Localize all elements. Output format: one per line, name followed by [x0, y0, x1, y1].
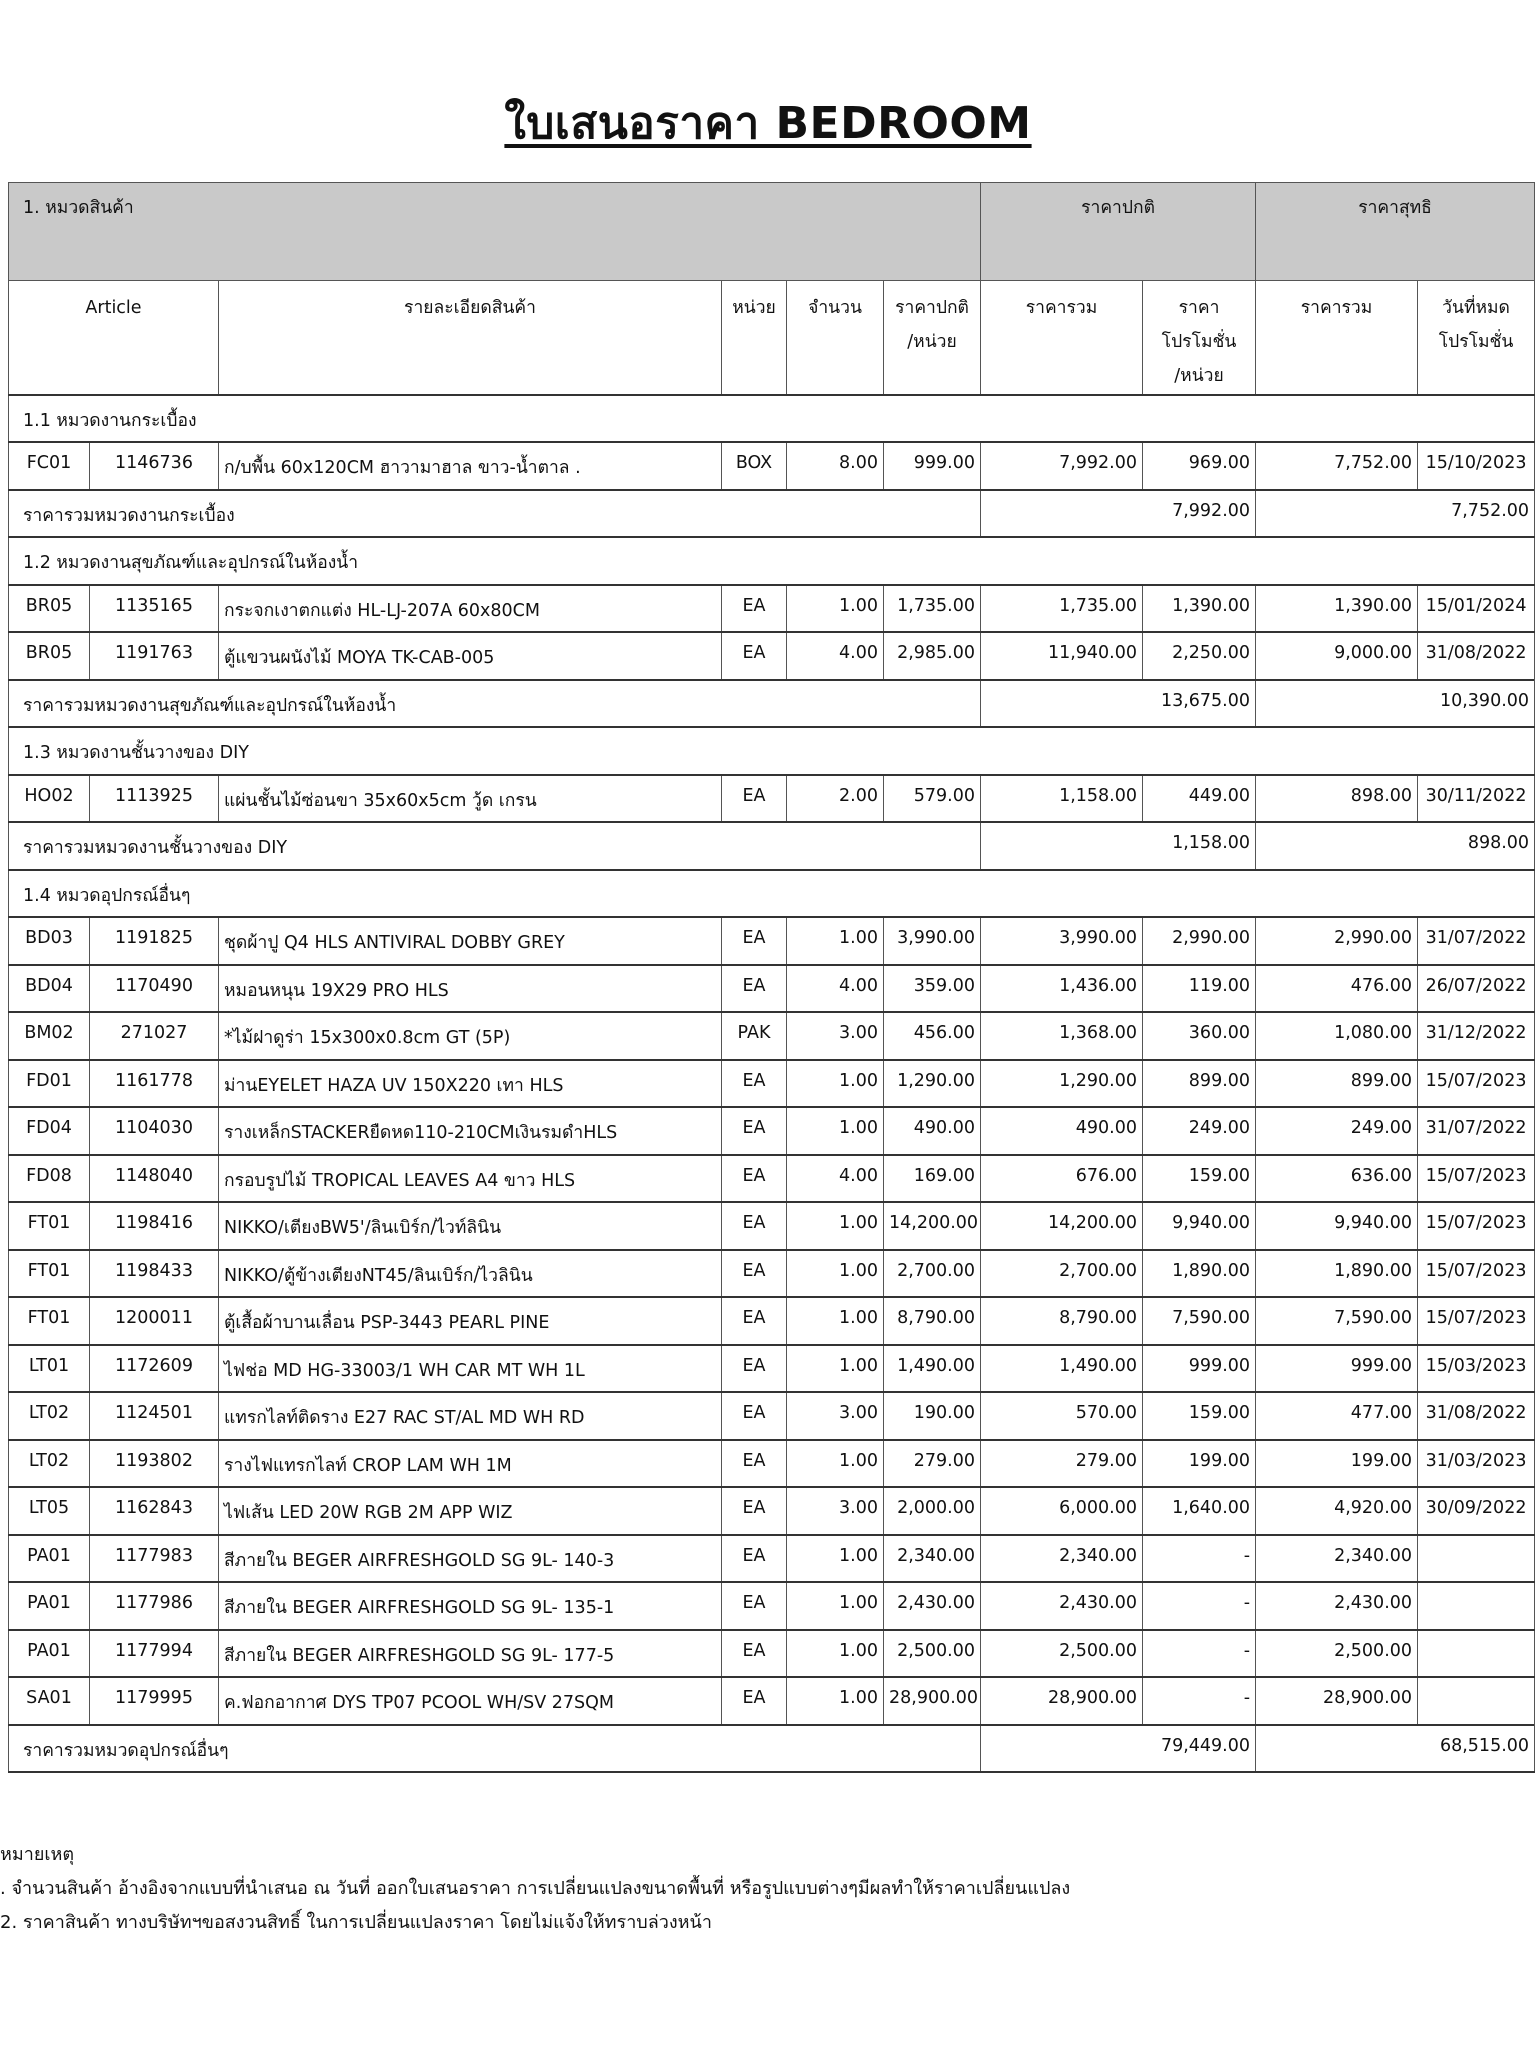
quotation-body [9, 183, 1535, 1773]
item-article: 1162843 [90, 1487, 219, 1535]
item-net-total: 899.00 [1256, 1060, 1418, 1108]
item-code: FT01 [9, 1297, 90, 1345]
header-group-row [9, 183, 1535, 281]
item-promo-price: - [1143, 1535, 1256, 1583]
subtotal-row [9, 822, 1535, 870]
item-net-total: 7,590.00 [1256, 1297, 1418, 1345]
item-unit-price: 456.00 [884, 1012, 981, 1060]
item-code: FD08 [9, 1155, 90, 1203]
item-qty: 1.00 [787, 1440, 884, 1488]
col-promo-price [1143, 281, 1256, 395]
item-promo-price: 1,640.00 [1143, 1487, 1256, 1535]
col-expiry-l2: โปรโมชั่น [1438, 332, 1514, 352]
item-description: ม่านEYELET HAZA UV 150X220 เทา HLS [219, 1060, 722, 1108]
normal-price-group-header: ราคาปกติ [981, 183, 1256, 281]
item-unit: EA [722, 1630, 787, 1678]
subtotal-net: 10,390.00 [1256, 680, 1535, 728]
item-total: 28,900.00 [981, 1677, 1143, 1725]
subtotal-row [9, 1725, 1535, 1773]
item-total: 1,290.00 [981, 1060, 1143, 1108]
item-net-total: 199.00 [1256, 1440, 1418, 1488]
item-code: FD01 [9, 1060, 90, 1108]
item-promo-price: - [1143, 1677, 1256, 1725]
item-net-total: 999.00 [1256, 1345, 1418, 1393]
col-article: Article [9, 281, 219, 395]
section-title: 1.1 หมวดงานกระเบื้อง [9, 395, 1535, 443]
item-article: 1177986 [90, 1582, 219, 1630]
item-net-total: 249.00 [1256, 1107, 1418, 1155]
item-description: ค.ฟอกอากาศ DYS TP07 PCOOL WH/SV 27SQM [219, 1677, 722, 1725]
item-qty: 4.00 [787, 965, 884, 1013]
item-code: FT01 [9, 1250, 90, 1298]
item-total: 2,500.00 [981, 1630, 1143, 1678]
note-line-2: 2. ราคาสินค้า ทางบริษัทฯขอสงวนสิทธิ์ ในการเปลี่ยนแปลงราคา โดยไม่แจ้งให้ทราบล่วงหน้า [0, 1912, 712, 1933]
item-unit-price: 999.00 [884, 442, 981, 490]
col-total: ราคารวม [981, 281, 1143, 395]
item-description: NIKKO/เตียงBW5'/ลินเบิร์ก/ไวท์ลินิน [219, 1202, 722, 1250]
item-qty: 1.00 [787, 585, 884, 633]
item-description: ไฟเส้น LED 20W RGB 2M APP WIZ [219, 1487, 722, 1535]
notes-heading: หมายเหตุ [0, 1844, 75, 1865]
item-article: 1113925 [90, 775, 219, 823]
item-net-total: 636.00 [1256, 1155, 1418, 1203]
item-code: FD04 [9, 1107, 90, 1155]
table-row [9, 1440, 1535, 1488]
col-net-total: ราคารวม [1256, 281, 1418, 395]
item-code: LT02 [9, 1392, 90, 1440]
item-promo-expiry: 30/09/2022 [1418, 1487, 1535, 1535]
quotation-table [8, 182, 1535, 1773]
item-qty: 4.00 [787, 1155, 884, 1203]
item-promo-expiry: 31/08/2022 [1418, 1392, 1535, 1440]
item-code: BM02 [9, 1012, 90, 1060]
subtotal-net: 7,752.00 [1256, 490, 1535, 538]
item-unit-price: 2,000.00 [884, 1487, 981, 1535]
item-qty: 3.00 [787, 1392, 884, 1440]
item-qty: 1.00 [787, 1107, 884, 1155]
table-row [9, 1107, 1535, 1155]
item-qty: 4.00 [787, 632, 884, 680]
subtotal-net: 898.00 [1256, 822, 1535, 870]
item-promo-price: 249.00 [1143, 1107, 1256, 1155]
item-total: 8,790.00 [981, 1297, 1143, 1345]
item-code: HO02 [9, 775, 90, 823]
col-qty: จำนวน [787, 281, 884, 395]
item-code: BD04 [9, 965, 90, 1013]
section-header-row [9, 395, 1535, 443]
item-promo-expiry: 26/07/2022 [1418, 965, 1535, 1013]
item-qty: 1.00 [787, 917, 884, 965]
item-code: PA01 [9, 1630, 90, 1678]
item-unit: EA [722, 775, 787, 823]
item-article: 1135165 [90, 585, 219, 633]
item-qty: 1.00 [787, 1630, 884, 1678]
item-promo-expiry: 31/03/2023 [1418, 1440, 1535, 1488]
item-promo-price: 2,990.00 [1143, 917, 1256, 965]
item-article: 1146736 [90, 442, 219, 490]
item-promo-price: 159.00 [1143, 1155, 1256, 1203]
item-unit-price: 169.00 [884, 1155, 981, 1203]
item-qty: 2.00 [787, 775, 884, 823]
table-row [9, 1250, 1535, 1298]
item-description: รางไฟแทรกไลท์ CROP LAM WH 1M [219, 1440, 722, 1488]
item-promo-expiry: 30/11/2022 [1418, 775, 1535, 823]
page-title: ใบเสนอราคา BEDROOM [504, 98, 1032, 149]
col-description: รายละเอียดสินค้า [219, 281, 722, 395]
item-total: 2,700.00 [981, 1250, 1143, 1298]
item-promo-price: 119.00 [1143, 965, 1256, 1013]
col-unit-price-l2: /หน่วย [907, 332, 957, 352]
item-net-total: 898.00 [1256, 775, 1418, 823]
item-unit-price: 359.00 [884, 965, 981, 1013]
item-promo-price: 899.00 [1143, 1060, 1256, 1108]
item-unit: EA [722, 1582, 787, 1630]
item-code: LT01 [9, 1345, 90, 1393]
item-promo-expiry: 15/07/2023 [1418, 1155, 1535, 1203]
item-article: 271027 [90, 1012, 219, 1060]
item-promo-expiry [1418, 1535, 1535, 1583]
item-promo-expiry: 15/10/2023 [1418, 442, 1535, 490]
item-total: 6,000.00 [981, 1487, 1143, 1535]
item-article: 1104030 [90, 1107, 219, 1155]
item-qty: 3.00 [787, 1487, 884, 1535]
item-total: 1,490.00 [981, 1345, 1143, 1393]
item-unit: BOX [722, 442, 787, 490]
item-description: ตู้เสื้อผ้าบานเลื่อน PSP-3443 PEARL PINE [219, 1297, 722, 1345]
item-qty: 1.00 [787, 1250, 884, 1298]
subtotal-label: ราคารวมหมวดงานกระเบื้อง [9, 490, 981, 538]
subtotal-row [9, 680, 1535, 728]
item-description: กรอบรูปไม้ TROPICAL LEAVES A4 ขาว HLS [219, 1155, 722, 1203]
item-article: 1124501 [90, 1392, 219, 1440]
item-unit: EA [722, 1060, 787, 1108]
item-total: 14,200.00 [981, 1202, 1143, 1250]
item-description: กระจกเงาตกแต่ง HL-LJ-207A 60x80CM [219, 585, 722, 633]
table-row [9, 1582, 1535, 1630]
subtotal-label: ราคารวมหมวดงานชั้นวางของ DIY [9, 822, 981, 870]
item-description: หมอนหนุน 19X29 PRO HLS [219, 965, 722, 1013]
item-qty: 1.00 [787, 1535, 884, 1583]
item-net-total: 7,752.00 [1256, 442, 1418, 490]
table-row [9, 632, 1535, 680]
table-row [9, 1060, 1535, 1108]
table-row [9, 775, 1535, 823]
item-net-total: 477.00 [1256, 1392, 1418, 1440]
item-unit-price: 2,700.00 [884, 1250, 981, 1298]
item-code: LT05 [9, 1487, 90, 1535]
item-unit-price: 8,790.00 [884, 1297, 981, 1345]
item-description: แผ่นชั้นไม้ซ่อนขา 35x60x5cm วู้ด เกรน [219, 775, 722, 823]
item-unit-price: 579.00 [884, 775, 981, 823]
item-promo-price: 449.00 [1143, 775, 1256, 823]
item-promo-expiry [1418, 1677, 1535, 1725]
col-promo-l2: โปรโมชั่น [1161, 332, 1237, 352]
item-unit: EA [722, 1297, 787, 1345]
item-net-total: 1,080.00 [1256, 1012, 1418, 1060]
item-unit-price: 1,735.00 [884, 585, 981, 633]
item-net-total: 4,920.00 [1256, 1487, 1418, 1535]
item-promo-expiry: 15/07/2023 [1418, 1297, 1535, 1345]
notes [0, 1838, 1070, 1940]
section-header-row [9, 727, 1535, 775]
item-unit-price: 2,340.00 [884, 1535, 981, 1583]
item-qty: 3.00 [787, 1012, 884, 1060]
col-promo-l3: /หน่วย [1174, 366, 1224, 386]
item-total: 2,430.00 [981, 1582, 1143, 1630]
col-unit: หน่วย [722, 281, 787, 395]
item-article: 1172609 [90, 1345, 219, 1393]
item-article: 1179995 [90, 1677, 219, 1725]
item-total: 490.00 [981, 1107, 1143, 1155]
col-unit-price [884, 281, 981, 395]
item-unit-price: 2,430.00 [884, 1582, 981, 1630]
item-qty: 1.00 [787, 1297, 884, 1345]
section-title: 1.2 หมวดงานสุขภัณฑ์และอุปกรณ์ในห้องน้ำ [9, 537, 1535, 585]
item-unit-price: 190.00 [884, 1392, 981, 1440]
item-qty: 8.00 [787, 442, 884, 490]
section-title: 1.4 หมวดอุปกรณ์อื่นๆ [9, 870, 1535, 918]
item-promo-expiry: 31/08/2022 [1418, 632, 1535, 680]
item-unit: PAK [722, 1012, 787, 1060]
item-article: 1177994 [90, 1630, 219, 1678]
item-promo-price: 9,940.00 [1143, 1202, 1256, 1250]
item-qty: 1.00 [787, 1582, 884, 1630]
item-net-total: 28,900.00 [1256, 1677, 1418, 1725]
subtotal-row [9, 490, 1535, 538]
item-unit-price: 2,985.00 [884, 632, 981, 680]
item-promo-expiry: 15/07/2023 [1418, 1060, 1535, 1108]
item-article: 1193802 [90, 1440, 219, 1488]
item-code: FC01 [9, 442, 90, 490]
item-description: แทรกไลท์ติดราง E27 RAC ST/AL MD WH RD [219, 1392, 722, 1440]
item-promo-price: 7,590.00 [1143, 1297, 1256, 1345]
item-net-total: 1,390.00 [1256, 585, 1418, 633]
item-code: PA01 [9, 1582, 90, 1630]
item-unit-price: 279.00 [884, 1440, 981, 1488]
col-unit-price-l1: ราคาปกติ [895, 298, 969, 318]
item-unit: EA [722, 1202, 787, 1250]
subtotal-label: ราคารวมหมวดอุปกรณ์อื่นๆ [9, 1725, 981, 1773]
item-net-total: 1,890.00 [1256, 1250, 1418, 1298]
item-promo-expiry: 31/12/2022 [1418, 1012, 1535, 1060]
item-total: 11,940.00 [981, 632, 1143, 680]
item-unit-price: 1,290.00 [884, 1060, 981, 1108]
item-unit-price: 3,990.00 [884, 917, 981, 965]
item-promo-expiry [1418, 1582, 1535, 1630]
subtotal-normal: 13,675.00 [981, 680, 1256, 728]
table-row [9, 1487, 1535, 1535]
item-article: 1177983 [90, 1535, 219, 1583]
item-description: NIKKO/ตู้ข้างเตียงNT45/ลินเบิร์ก/ไวลินิน [219, 1250, 722, 1298]
item-description: ตู้แขวนผนังไม้ MOYA TK-CAB-005 [219, 632, 722, 680]
table-row [9, 585, 1535, 633]
item-unit: EA [722, 1345, 787, 1393]
item-promo-expiry: 15/03/2023 [1418, 1345, 1535, 1393]
item-article: 1198416 [90, 1202, 219, 1250]
item-qty: 1.00 [787, 1060, 884, 1108]
item-unit: EA [722, 1677, 787, 1725]
item-promo-price: 360.00 [1143, 1012, 1256, 1060]
table-row [9, 1535, 1535, 1583]
item-unit: EA [722, 1155, 787, 1203]
section-header-row [9, 870, 1535, 918]
item-unit: EA [722, 1250, 787, 1298]
table-row [9, 1392, 1535, 1440]
item-promo-expiry: 15/01/2024 [1418, 585, 1535, 633]
item-net-total: 9,000.00 [1256, 632, 1418, 680]
item-unit: EA [722, 1392, 787, 1440]
item-unit-price: 490.00 [884, 1107, 981, 1155]
item-article: 1191825 [90, 917, 219, 965]
item-promo-expiry: 15/07/2023 [1418, 1202, 1535, 1250]
item-net-total: 2,430.00 [1256, 1582, 1418, 1630]
item-unit-price: 2,500.00 [884, 1630, 981, 1678]
item-total: 676.00 [981, 1155, 1143, 1203]
item-total: 279.00 [981, 1440, 1143, 1488]
item-code: PA01 [9, 1535, 90, 1583]
item-total: 570.00 [981, 1392, 1143, 1440]
table-row [9, 1630, 1535, 1678]
subtotal-label: ราคารวมหมวดงานสุขภัณฑ์และอุปกรณ์ในห้องน้ำ [9, 680, 981, 728]
item-promo-expiry [1418, 1630, 1535, 1678]
item-unit-price: 1,490.00 [884, 1345, 981, 1393]
item-total: 3,990.00 [981, 917, 1143, 965]
item-description: ไฟช่อ MD HG-33003/1 WH CAR MT WH 1L [219, 1345, 722, 1393]
item-code: BR05 [9, 632, 90, 680]
item-article: 1161778 [90, 1060, 219, 1108]
table-row [9, 1677, 1535, 1725]
item-promo-price: 1,890.00 [1143, 1250, 1256, 1298]
subtotal-net: 68,515.00 [1256, 1725, 1535, 1773]
table-row [9, 1297, 1535, 1345]
table-row [9, 1345, 1535, 1393]
table-row [9, 1155, 1535, 1203]
subtotal-normal: 79,449.00 [981, 1725, 1256, 1773]
item-qty: 1.00 [787, 1677, 884, 1725]
item-unit: EA [722, 585, 787, 633]
item-description: ก/บพื้น 60x120CM ฮาวามาฮาล ขาว-น้ำตาล . [219, 442, 722, 490]
item-promo-expiry: 15/07/2023 [1418, 1250, 1535, 1298]
item-code: SA01 [9, 1677, 90, 1725]
item-unit: EA [722, 1487, 787, 1535]
item-unit: EA [722, 1535, 787, 1583]
item-description: *ไม้ฝาดูร่า 15x300x0.8cm GT (5P) [219, 1012, 722, 1060]
table-row [9, 442, 1535, 490]
item-unit: EA [722, 917, 787, 965]
item-code: FT01 [9, 1202, 90, 1250]
table-row [9, 1202, 1535, 1250]
subtotal-normal: 1,158.00 [981, 822, 1256, 870]
item-total: 1,368.00 [981, 1012, 1143, 1060]
item-promo-price: 1,390.00 [1143, 585, 1256, 633]
item-unit: EA [722, 1107, 787, 1155]
item-article: 1170490 [90, 965, 219, 1013]
item-promo-price: 199.00 [1143, 1440, 1256, 1488]
item-net-total: 2,990.00 [1256, 917, 1418, 965]
category-header: 1. หมวดสินค้า [9, 183, 981, 281]
item-code: BR05 [9, 585, 90, 633]
col-expiry [1418, 281, 1535, 395]
item-article: 1148040 [90, 1155, 219, 1203]
item-unit: EA [722, 632, 787, 680]
item-promo-price: 2,250.00 [1143, 632, 1256, 680]
item-qty: 1.00 [787, 1202, 884, 1250]
item-promo-price: - [1143, 1582, 1256, 1630]
table-row [9, 965, 1535, 1013]
net-price-group-header: ราคาสุทธิ [1256, 183, 1535, 281]
item-promo-price: 999.00 [1143, 1345, 1256, 1393]
table-row [9, 917, 1535, 965]
item-unit-price: 28,900.00 [884, 1677, 981, 1725]
item-article: 1191763 [90, 632, 219, 680]
item-code: BD03 [9, 917, 90, 965]
item-promo-price: 159.00 [1143, 1392, 1256, 1440]
item-unit: EA [722, 1440, 787, 1488]
section-header-row [9, 537, 1535, 585]
item-net-total: 2,500.00 [1256, 1630, 1418, 1678]
item-promo-price: - [1143, 1630, 1256, 1678]
item-promo-expiry: 31/07/2022 [1418, 917, 1535, 965]
note-line-1: . จำนวนสินค้า อ้างอิงจากแบบที่นำเสนอ ณ วันที่ ออกใบเสนอราคา การเปลี่ยนแปลงขนาดพื้นที่ หรือรูปแบบต่างๆมีผลทำให้ราคาเปลี่ยนแปลง [0, 1878, 1071, 1899]
item-total: 1,735.00 [981, 585, 1143, 633]
subtotal-normal: 7,992.00 [981, 490, 1256, 538]
item-total: 1,436.00 [981, 965, 1143, 1013]
col-promo-l1: ราคา [1178, 298, 1220, 318]
item-promo-expiry: 31/07/2022 [1418, 1107, 1535, 1155]
item-net-total: 9,940.00 [1256, 1202, 1418, 1250]
item-net-total: 2,340.00 [1256, 1535, 1418, 1583]
item-description: สีภายใน BEGER AIRFRESHGOLD SG 9L- 140-3 [219, 1535, 722, 1583]
item-description: สีภายใน BEGER AIRFRESHGOLD SG 9L- 177-5 [219, 1630, 722, 1678]
item-total: 2,340.00 [981, 1535, 1143, 1583]
item-description: ชุดผ้าปู Q4 HLS ANTIVIRAL DOBBY GREY [219, 917, 722, 965]
table-row [9, 1012, 1535, 1060]
item-description: สีภายใน BEGER AIRFRESHGOLD SG 9L- 135-1 [219, 1582, 722, 1630]
item-article: 1200011 [90, 1297, 219, 1345]
item-total: 1,158.00 [981, 775, 1143, 823]
col-expiry-l1: วันที่หมด [1442, 298, 1510, 318]
item-net-total: 476.00 [1256, 965, 1418, 1013]
item-unit: EA [722, 965, 787, 1013]
item-code: LT02 [9, 1440, 90, 1488]
item-unit-price: 14,200.00 [884, 1202, 981, 1250]
section-title: 1.3 หมวดงานชั้นวางของ DIY [9, 727, 1535, 775]
item-description: รางเหล็กSTACKERยืดหด110-210CMเงินรมดำHLS [219, 1107, 722, 1155]
item-promo-price: 969.00 [1143, 442, 1256, 490]
item-article: 1198433 [90, 1250, 219, 1298]
item-total: 7,992.00 [981, 442, 1143, 490]
column-header-row [9, 281, 1535, 395]
item-qty: 1.00 [787, 1345, 884, 1393]
